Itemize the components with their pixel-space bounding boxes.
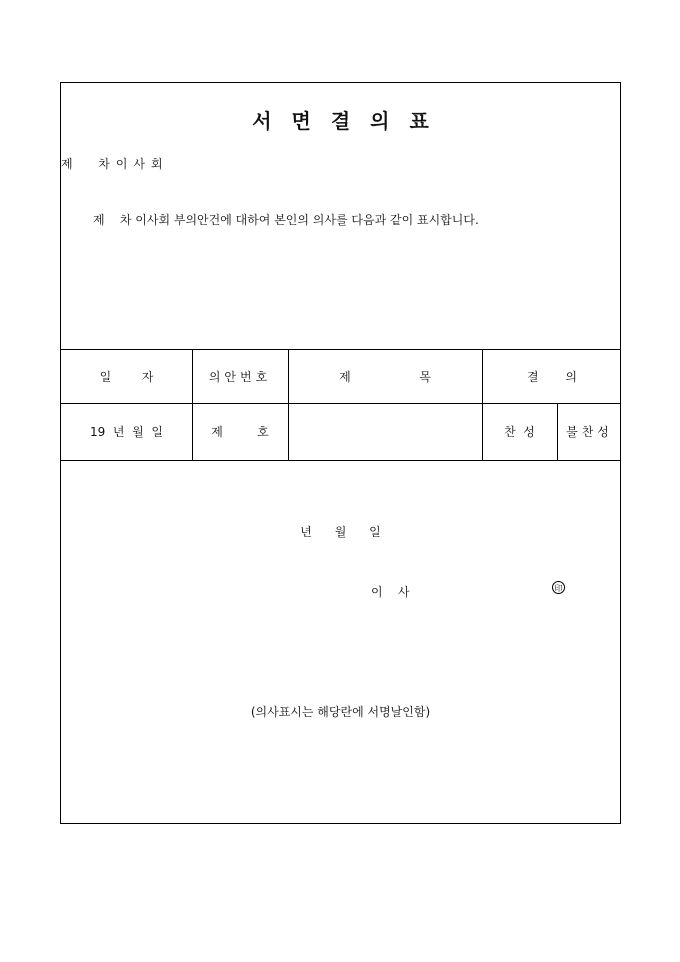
instruction-note: (의사표시는 해당란에 서명날인함) xyxy=(250,705,431,719)
form-title: 서면결의표 xyxy=(252,109,449,133)
row-approve: 찬 성 xyxy=(504,425,535,439)
row-disapprove: 불찬성 xyxy=(566,425,613,439)
resolution-form xyxy=(60,82,621,824)
row-subject xyxy=(288,403,482,460)
table-bottom-border xyxy=(61,460,620,461)
header-resolution: 결 의 xyxy=(527,369,577,384)
signature-date-line: 년 월 일 xyxy=(300,525,381,539)
row-agenda-number: 제 호 xyxy=(211,425,269,439)
row-date: 19 년 월 일 xyxy=(90,425,163,439)
statement-text: 제 차 이사회 부의안건에 대하여 본인의 의사를 다음과 같이 표시합니다. xyxy=(93,213,479,227)
header-subject: 제 목 xyxy=(339,369,431,384)
meeting-line: 제 차이사회 xyxy=(61,157,169,171)
director-label: 이 사 xyxy=(371,585,410,599)
header-date: 일 자 xyxy=(99,369,154,384)
header-agenda-number: 의안번호 xyxy=(208,369,272,384)
seal-mark-icon: 印 xyxy=(552,581,565,594)
